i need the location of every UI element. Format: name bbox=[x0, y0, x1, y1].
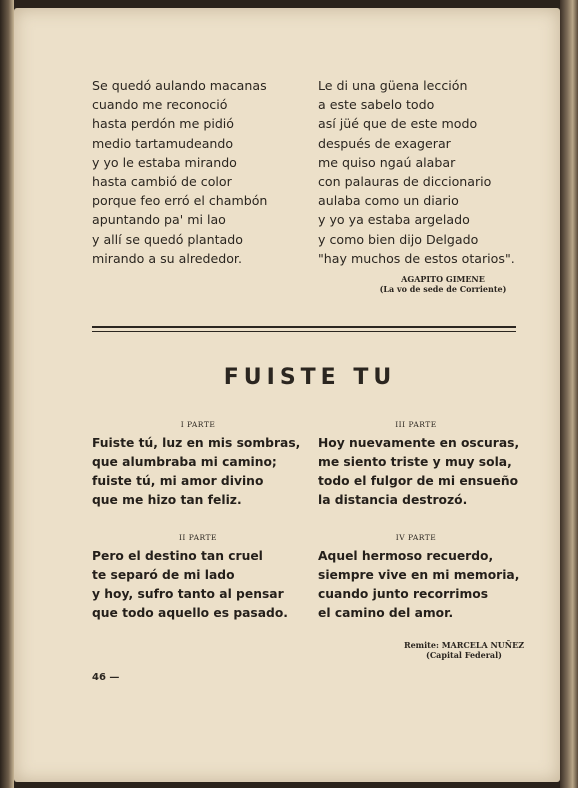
poem-line: así jüé que de este modo bbox=[318, 116, 478, 132]
poem-line: Fuiste tú, luz en mis sombras, bbox=[92, 436, 301, 450]
author-name: AGAPITO GIMENE bbox=[401, 274, 485, 284]
poem-line: mirando a su alrededor. bbox=[92, 250, 242, 266]
poem-line: te separó de mi lado bbox=[92, 568, 235, 582]
section-divider-thick bbox=[92, 326, 516, 328]
section-divider-thin bbox=[92, 331, 516, 332]
part-label-2: II PARTE bbox=[178, 533, 218, 542]
poem-line: y hoy, sufro tanto al pensar bbox=[92, 587, 284, 601]
stanza-part-1 bbox=[92, 434, 300, 510]
poem-line: el camino del amor. bbox=[318, 606, 454, 620]
poem-line: medio tartamudeando bbox=[92, 135, 234, 151]
poem-line: Aquel hermoso recuerdo, bbox=[318, 549, 494, 563]
poem-line: todo el fulgor de mi ensueño bbox=[318, 474, 519, 488]
poem-line: la distancia destrozó. bbox=[318, 493, 468, 507]
poem-line: porque feo erró el chambón bbox=[92, 193, 268, 209]
part-label-3: III PARTE bbox=[395, 420, 437, 429]
submitter-name: Remite: MARCELA NUÑEZ bbox=[403, 640, 525, 650]
poem-line: cuando junto recorrimos bbox=[318, 587, 489, 601]
poem-line: me quiso ngaú alabar bbox=[318, 154, 456, 170]
author-origin: (La vo de sede de Corriente) bbox=[379, 284, 507, 294]
poem-line: fuiste tú, mi amor divino bbox=[92, 474, 264, 488]
poem-line: cuando me reconoció bbox=[92, 97, 228, 113]
stanza-part-3 bbox=[318, 434, 519, 510]
stanza-part-2 bbox=[92, 547, 288, 623]
book-binding-left bbox=[0, 0, 14, 788]
poem-line: apuntando pa' mi lao bbox=[92, 212, 226, 228]
book-edge-right bbox=[560, 0, 578, 788]
poem-line: y yo ya estaba argelado bbox=[318, 212, 470, 228]
poem-line: Pero el destino tan cruel bbox=[92, 549, 263, 563]
poem-line: Hoy nuevamente en oscuras, bbox=[318, 436, 520, 450]
poem-line: "hay muchos de estos otarios". bbox=[318, 250, 515, 266]
poem-line: hasta cambió de color bbox=[92, 174, 232, 190]
poem-line: aulaba como un diario bbox=[318, 193, 459, 209]
poem-line: siempre vive en mi memoria, bbox=[318, 568, 520, 582]
poem-line: Se quedó aulando macanas bbox=[92, 78, 267, 93]
page-number: 46 — bbox=[92, 672, 120, 683]
poem-title: FUISTE TU bbox=[223, 365, 397, 390]
part-label-4: IV PARTE bbox=[395, 533, 437, 542]
poem-line: y como bien dijo Delgado bbox=[318, 231, 479, 247]
poem-line: y yo le estaba mirando bbox=[92, 154, 237, 170]
submitter-credit bbox=[388, 640, 540, 660]
stanza-part-4 bbox=[318, 547, 519, 623]
submitter-place: (Capital Federal) bbox=[426, 650, 502, 660]
poem-line: con palauras de diccionario bbox=[318, 174, 492, 190]
poem-line: hasta perdón me pidió bbox=[92, 116, 235, 132]
poem-top-right-stanza bbox=[318, 76, 515, 268]
poem-line: que me hizo tan feliz. bbox=[92, 493, 242, 507]
poem-line: y allí se quedó plantado bbox=[92, 231, 243, 247]
poem-line: después de exagerar bbox=[318, 135, 451, 151]
poem-line: que alumbraba mi camino; bbox=[92, 455, 277, 469]
poem-line: me siento triste y muy sola, bbox=[318, 455, 512, 469]
poem-line: a este sabelo todo bbox=[318, 97, 435, 113]
poem-top-left-stanza bbox=[92, 76, 267, 268]
poem-line: Le di una güena lección bbox=[318, 78, 468, 93]
poem-line: que todo aquello es pasado. bbox=[92, 606, 288, 620]
part-label-1: I PARTE bbox=[180, 420, 216, 429]
poem-top-author bbox=[360, 274, 526, 294]
